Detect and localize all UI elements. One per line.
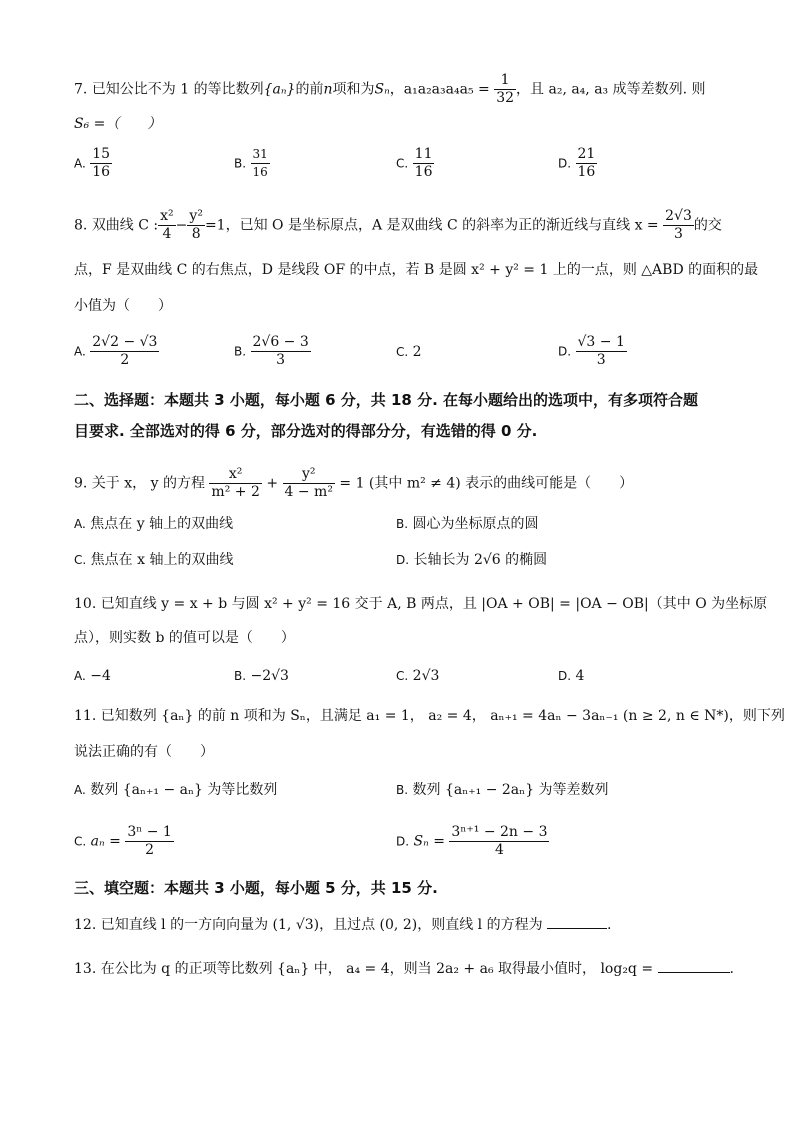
question-7-option-d <box>558 146 597 181</box>
question-7-option-a <box>74 146 112 181</box>
question-9-option-d <box>396 550 547 570</box>
text: 的交 <box>693 217 722 234</box>
numerator: x² <box>209 466 261 484</box>
fraction <box>158 208 176 243</box>
question-7-option-b <box>234 146 270 181</box>
text: + <box>266 475 279 492</box>
question-10-option-c <box>396 666 439 686</box>
option-label: B. <box>234 344 247 359</box>
option-text: 4 <box>575 668 585 684</box>
question-10-option-a <box>74 666 111 686</box>
denominator: 16 <box>414 164 433 180</box>
denominator: 2 <box>120 352 130 368</box>
text: 二、选择题：本题共 3 小题，每小题 6 分，共 18 分. 在每小题给出的选项中，有多项符合题 <box>74 391 699 409</box>
option-label: D. <box>558 344 572 359</box>
text: 点，F 是双曲线 C 的右焦点，D 是线段 OF 的中点，若 B 是圆 x² + y² = 1 上的一点，则 △ABD 的面积的最 <box>74 262 759 278</box>
option-label: B. <box>234 669 247 683</box>
numerator: 15 <box>92 146 111 162</box>
fraction <box>413 146 435 181</box>
option-text: 焦点在 y 轴上的双曲线 <box>90 516 234 532</box>
numerator: 21 <box>577 146 596 162</box>
numerator: 11 <box>414 146 433 162</box>
text: ，且 a₂, a₄, a₃ 成等差数列. 则 <box>516 81 706 98</box>
denominator: 3 <box>276 352 286 368</box>
question-8-option-c <box>396 342 422 362</box>
text: 点），则实数 b 的值可以是（ ） <box>74 630 295 646</box>
text: ，a₁a₂a₃a₄a₅ = <box>389 81 490 98</box>
question-11-line-2 <box>74 742 734 762</box>
option-label: C. <box>74 834 87 849</box>
fraction <box>283 466 335 501</box>
option-label: B. <box>396 783 409 797</box>
text: 说法正确的有（ ） <box>74 744 214 760</box>
text: 关于 x， y 的方程 <box>91 475 205 492</box>
text: 项和为 <box>332 81 375 98</box>
numerator: y² <box>283 466 335 484</box>
question-9-option-c <box>74 550 233 570</box>
question-10-line-2 <box>74 628 734 648</box>
option-label: C. <box>74 553 87 567</box>
option-label: B. <box>396 517 409 531</box>
math: Sₙ <box>374 81 390 98</box>
text: 在公比为 q 的正项等比数列 {aₙ} 中， a₄ = 4，则当 2a₂ + a₆ 取得最小值时， log₂q = <box>100 961 654 977</box>
fraction <box>90 146 112 181</box>
question-7-option-c <box>396 146 434 181</box>
denominator: 3 <box>596 352 606 368</box>
math: {aₙ} <box>263 81 296 98</box>
text: 已知直线 l 的一方向向量为 (1, √3)，且过点 (0, 2)，则直线 l 的方程为 <box>100 917 543 933</box>
text: = 1 (其中 m² ≠ 4) 表示的曲线可能是（ ） <box>339 475 634 492</box>
question-11-option-c <box>74 824 174 859</box>
denominator: 3 <box>674 226 683 242</box>
question-11-option-a <box>74 780 277 800</box>
question-number: 11. <box>74 708 97 724</box>
denominator: m² + 2 <box>211 484 260 500</box>
option-text: −2√3 <box>250 668 289 684</box>
denominator: 4 <box>494 842 504 858</box>
denominator: 2 <box>145 842 155 858</box>
denominator: 8 <box>191 226 201 242</box>
option-label: A. <box>74 344 86 359</box>
option-label: C. <box>396 345 409 359</box>
fraction <box>251 334 311 369</box>
question-7-line-2 <box>74 114 734 134</box>
numerator: 2√2 − √3 <box>92 334 158 350</box>
option-label: C. <box>396 669 409 683</box>
option-text: 数列 {aₙ₊₁ − aₙ} 为等比数列 <box>90 782 278 798</box>
numerator: 3ⁿ⁺¹ − 2n − 3 <box>451 824 548 840</box>
answer-blank[interactable] <box>547 914 607 929</box>
option-label: A. <box>74 156 86 171</box>
option-label: D. <box>396 553 410 567</box>
math: Sₙ = <box>413 833 445 850</box>
option-label: D. <box>558 156 572 171</box>
option-text: 2 <box>412 344 422 360</box>
question-number: 13. <box>74 961 97 977</box>
text: − <box>175 217 188 234</box>
answer-blank[interactable] <box>658 958 730 973</box>
math: n <box>323 81 333 98</box>
option-text: 数列 {aₙ₊₁ − 2aₙ} 为等差数列 <box>412 782 609 798</box>
text: 目要求. 全部选对的得 6 分，部分选对的得部分分，有选错的得 0 分. <box>74 422 538 440</box>
question-10-stem <box>74 594 768 614</box>
text: 已知直线 y = x + b 与圆 x² + y² = 16 交于 A, B 两点，且 |OA + OB| = |OA − OB|（其中 O 为坐标原 <box>100 596 768 612</box>
fraction <box>576 334 627 369</box>
question-8-option-a <box>74 334 159 369</box>
fraction <box>576 146 598 181</box>
numerator: 3ⁿ − 1 <box>127 824 172 840</box>
fraction <box>209 466 261 501</box>
numerator: 2√6 − 3 <box>252 334 309 350</box>
question-8-stem <box>74 208 734 243</box>
question-number: 10. <box>74 596 97 612</box>
section-2-heading-line-2 <box>74 421 734 441</box>
fraction <box>125 824 174 859</box>
denominator: 4 <box>162 226 172 242</box>
question-7-stem <box>74 72 734 107</box>
section-3-heading <box>74 878 734 898</box>
option-text: 长轴长为 2√6 的椭圆 <box>413 552 548 568</box>
fraction <box>251 146 270 181</box>
question-9-option-b <box>396 514 539 534</box>
option-text: 2√3 <box>412 668 440 684</box>
math: aₙ = <box>90 833 121 850</box>
denominator: 4 − m² <box>284 484 333 500</box>
section-2-heading <box>74 390 734 410</box>
numerator: √3 − 1 <box>577 334 625 350</box>
question-11-stem <box>74 706 785 726</box>
fraction <box>187 208 205 243</box>
text: 双曲线 C : <box>91 217 159 234</box>
option-label: B. <box>234 156 247 171</box>
option-label: D. <box>558 669 572 683</box>
text: 已知公比不为 1 的等比数列 <box>91 81 264 98</box>
denominator: 32 <box>496 90 515 106</box>
question-11-option-b <box>396 780 609 800</box>
text: 小值为（ ） <box>74 298 172 314</box>
option-text: 圆心为坐标原点的圆 <box>412 516 539 532</box>
text: . <box>729 961 734 977</box>
question-11-option-d <box>396 824 549 859</box>
question-number: 9. <box>74 475 88 492</box>
denominator: 16 <box>252 165 268 179</box>
text: 三、填空题：本题共 3 小题，每小题 5 分，共 15 分. <box>74 879 438 897</box>
fraction <box>449 824 549 859</box>
fraction <box>494 72 516 107</box>
numerator: 2√3 <box>665 208 692 224</box>
question-10-option-d <box>558 666 584 686</box>
numerator: y² <box>189 208 203 224</box>
text: =1，已知 O 是坐标原点，A 是双曲线 C 的斜率为正的渐近线与直线 x = <box>204 217 659 234</box>
question-8-line-3 <box>74 296 734 316</box>
option-label: A. <box>74 669 86 683</box>
question-number: 12. <box>74 917 97 933</box>
option-label: C. <box>396 156 409 171</box>
text: 的前 <box>295 81 324 98</box>
question-8-option-b <box>234 334 311 369</box>
question-10-option-b <box>234 666 289 686</box>
text: S₆ =（ ） <box>74 116 162 132</box>
numerator: 31 <box>251 146 270 164</box>
question-number: 8. <box>74 217 88 234</box>
question-9-stem <box>74 466 734 501</box>
fraction <box>663 208 694 243</box>
question-12 <box>74 914 734 935</box>
option-text: −4 <box>90 668 111 684</box>
question-8-line-2 <box>74 260 759 280</box>
question-9-option-a <box>74 514 233 534</box>
numerator: 1 <box>494 72 516 90</box>
option-label: A. <box>74 517 86 531</box>
question-13 <box>74 958 734 979</box>
option-label: A. <box>74 783 86 797</box>
denominator: 16 <box>577 164 596 180</box>
denominator: 16 <box>92 164 111 180</box>
text: . <box>607 917 612 933</box>
numerator: x² <box>160 208 174 224</box>
text: 已知数列 {aₙ} 的前 n 项和为 Sₙ，且满足 a₁ = 1， a₂ = 4， aₙ₊₁ = 4aₙ − 3aₙ₋₁ (n ≥ 2, n ∈ N*)，则下列 <box>100 708 785 724</box>
question-8-option-d <box>558 334 627 369</box>
question-number: 7. <box>74 81 88 98</box>
option-label: D. <box>396 834 410 849</box>
option-text: 焦点在 x 轴上的双曲线 <box>90 552 234 568</box>
fraction <box>90 334 159 369</box>
